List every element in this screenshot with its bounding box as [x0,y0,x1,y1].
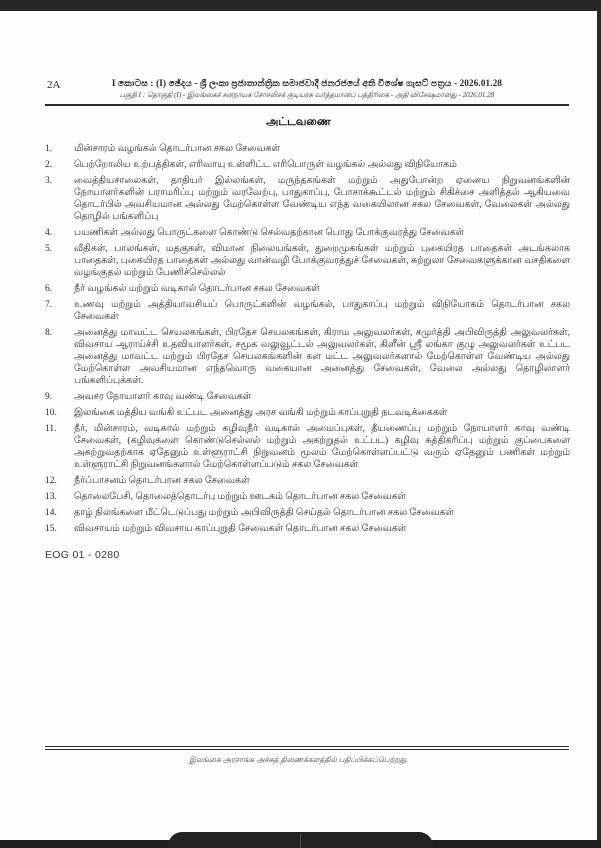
list-item-text: நீர் வழங்கல் மற்றும் வடிகால் தொடர்பான சகல சேவைகள் [74,284,320,294]
gazette-page [0,11,597,840]
list-item-number: 13. [45,492,57,502]
viewer-toolbar-tab[interactable] [168,832,433,848]
list-item-number: 6. [45,284,53,294]
gazette-reference-code: EOG 01 - 0280 [45,549,120,561]
list-item-text: பெற்றோலிய உற்பத்திகள், எரிவாயு உள்ளிட்ட எரிபொருள் வழங்கல் அல்லது விநியோகம் [74,160,457,170]
list-item-number: 2. [45,160,53,170]
list-item-text: விவசாயம் மற்றும் விவசாய காப்புறுதி சேவைகள் தொடர்பான சகல சேவைகள் [74,524,407,534]
list-item [45,227,570,239]
gazette-header-tamil: பகுதி I : தொகுதி (I) - இலங்கைச் சனநாயக சோசலிசக் குடியரசு வர்த்தமானப் பத்திரிகை - அதி விசேஷமானது - 2026.01.28 [119,91,495,99]
schedule-title: அட்டவணை [266,116,331,128]
list-item-text: பயணிகள் அல்லது பொருட்களை கொண்டு செல்வதற்கான பொது போக்குவரத்து சேவைகள் [74,228,465,238]
list-item [45,491,570,503]
list-item [45,327,570,387]
list-item [45,423,570,471]
list-item [45,475,570,487]
list-item-text: தாழ் நிலங்களை மீட்டெடுப்பது மற்றும் அபிவிருத்தி செய்தல் தொடர்பான சகல சேவைகள் [74,508,455,518]
printer-imprint: இலங்கை அரசாங்க அச்சுத் திணைக்களத்தில் பதிப்பிக்கப்பெற்றது. [188,755,409,764]
list-item-number: 12. [45,476,57,486]
list-item-text: வீதிகள், பாலங்கள், மதகுகள், விமான நிலையங்கள், துறைமுகங்கள் மற்றும் புகையிரத பாதைகள் அடங்கலாக பாதைகள், புகையிரத பாதைகள் அல்லது வான்வழி போக்குவரத்துச் சேவைகள், சுற்றுலா சேவைகளுக்கான வசதிகளை வழங்குதல் மற்றும் பேணிச்செல்லல் [74,244,570,278]
list-item [45,243,570,279]
list-item-number: 7. [45,300,53,310]
page-number: 2A [47,79,61,91]
list-item-number: 1. [45,144,53,154]
list-item-text: வைத்தியசாலைகள், தாதியர் இல்லங்கள், மருந்தகங்கள் மற்றும் அதுபோன்ற ஏனைய நிறுவனங்களின் நோயாளர்களின் பராமரிப்பு மற்றும் வரவேற்பு, பாதுகாப்பு, போசாக்கூட்டல் மற்றும் சிகிச்சை அளித்தல் ஆகியவை தொடர்பில் அவசியமான அல்லது மேற்கொள்ள வேண்டிய எந்த வகையிலான சகல சேவைகள், வேலைகள் அல்லது தொழில் பங்களிப்பு [74,176,570,222]
list-item-number: 11. [45,424,57,434]
list-item-number: 9. [45,392,53,402]
list-item-number: 3. [45,176,53,186]
list-item-number: 15. [45,524,57,534]
list-item [45,523,570,535]
document-header [45,68,569,100]
schedule-list [45,143,570,539]
list-item [45,407,570,419]
list-item [45,159,570,171]
viewer-right-edge [597,11,601,840]
header-divider [45,104,569,106]
list-item-text: இலங்கை மத்திய வங்கி உட்பட அனைத்து அரச வங்கி மற்றும் காப்புறுதி நடவடிக்கைகள் [74,408,448,418]
list-item-text: நீர்ப்பாசனம் தொடர்பான சகல சேவைகள் [74,476,250,486]
list-item-text: உணவு மற்றும் அத்தியாவசியப் பொருட்களின் வழங்கல், பாதுகாப்பு மற்றும் விநியோகம் தொடர்பான சகல சேவைகள் [74,300,570,322]
list-item-number: 4. [45,228,53,238]
list-item-text: தொலைபேசி, தொலைத்தொடர்பு மற்றும் ஊடகம் தொடர்பான சகல சேவைகள் [74,492,407,502]
list-item-number: 14. [45,508,57,518]
viewer-top-bar [0,0,601,11]
list-item-text: அவசர நோயாளர் காவு வண்டி சேவைகள் [74,392,252,402]
list-item [45,143,570,155]
list-item-text: நீர், மின்சாரம், வடிகால் மற்றும் கழிவுநீர் வடிகால் அமைப்புகள், தீயணைப்பு மற்றும் நோயாளர் காவு வண்டி சேவைகள், (கழிவுகளை கொண்டுசெல்லல் மற்றும் அகற்றுதல் உட்பட) கழிவு சுத்திகரிப்பு மற்றும் குப்பைகளை அகற்றுவதற்காக ஏதேனும் உள்ளூராட்சி நிறுவனம் மூலம் மேற்கொள்ளப்பட்டு வரும் ஏதேனும் பணிகள் மற்றும் உள்ளூராட்சி நிறுவனங்களால் மேற்கொள்ளப்படும் சகல சேவைகள் [74,424,570,470]
gazette-header-sinhala: I කොටස : (I) ඡේදය - ශ්‍රී ලංකා ප්‍රජාතාන්ත්‍රික සමාජවාදී ජනරජයේ අති විශේෂ ගැසට් පත්‍රය - 2026.01.28 [111,78,503,88]
list-item-number: 10. [45,408,57,418]
list-item-number: 8. [45,328,53,338]
list-item [45,175,570,223]
footer-divider [45,746,569,750]
list-item [45,507,570,519]
list-item [45,391,570,403]
list-item [45,299,570,323]
toolbar-tab-divider [300,834,301,848]
list-item-text: மின்சாரம் வழங்கல் தொடர்பான சகல சேவைகள் [74,144,281,154]
list-item [45,283,570,295]
list-item-text: அனைத்து மாவட்ட செயலகங்கள், பிரதேச செயலகங்கள், கிராம அலுவலர்கள், சமுர்த்தி அபிவிருத்தி அலுவலர்கள், விவசாய ஆராய்ச்சி உதவியாளர்கள், சமூக வலுவூட்டல் அலுவலர்கள், கிளீன் ஸ்ரீ லங்கா குழு அலுவலர்கள் உட்பட அனைத்து மாவட்ட மற்றும் பிரதேச செயலகங்களின் கள மட்ட அலுவலர்களால் மேற்கொள்ள வேண்டிய அல்லது மேற்கொள்ள அவசியமான எந்தவொரு வகையான அனைத்து சேவைகள், வேலை அல்லது தொழிலாளர் பங்களிப்புக்கள். [74,328,570,386]
list-item-number: 5. [45,244,53,254]
